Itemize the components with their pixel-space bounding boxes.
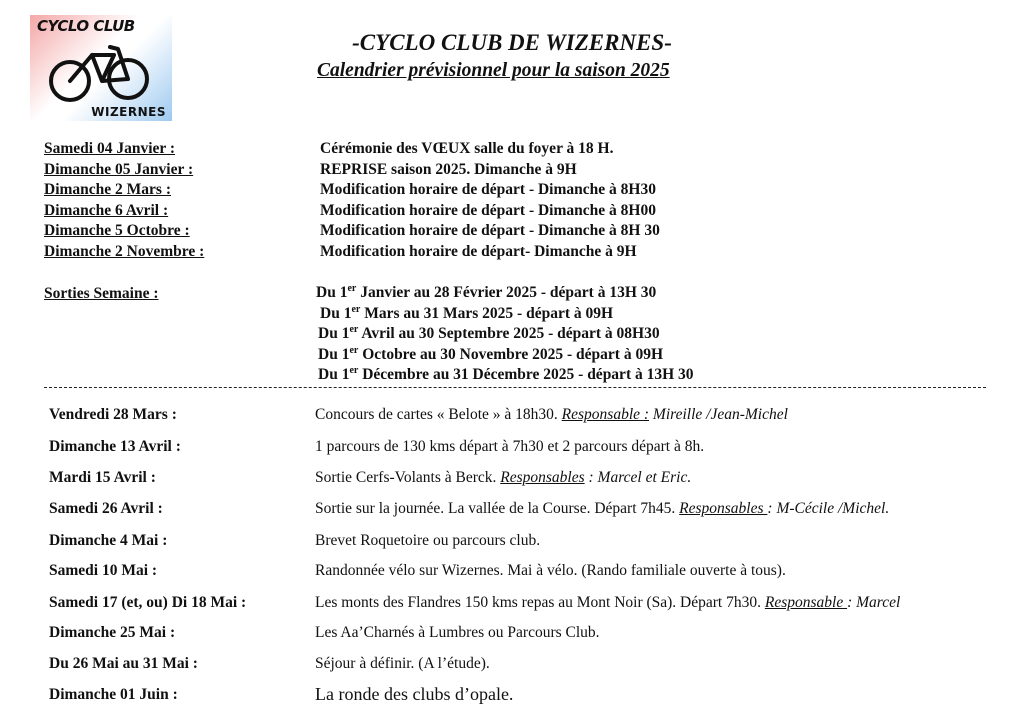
logo-top-text: CYCLO CLUB [37,17,135,35]
weekly-line-start: Du 1 [320,304,352,322]
weekly-line-sup: er [351,303,361,315]
event-responsible-label: Responsable : [561,406,650,423]
event-responsible: Mireille /Jean-Michel [649,406,788,423]
event-text [315,438,704,456]
schedule-text: Modification horaire de départ- Dimanche à 9H [320,242,637,260]
event-date: Samedi 10 Mai : [49,562,158,579]
weekly-line-start: Du 1 [318,325,350,342]
event-date: Vendredi 28 Mars : [49,406,177,423]
weekly-line-start: Du 1 [316,284,348,301]
schedule-date: Dimanche 2 Mars : [44,181,171,198]
event-description: Brevet Roquetoire ou parcours club. [315,532,541,549]
event-description: Séjour à définir. (A l’étude). [315,655,490,672]
schedule-text: Modification horaire de départ - Dimanche à 8H30 [320,181,656,198]
schedule-date: Dimanche 05 Janvier : [44,160,194,178]
weekly-line [318,366,694,384]
schedule-date: Dimanche 6 Avril : [44,201,169,219]
event-text [315,655,490,673]
weekly-line [318,325,660,343]
event-text [315,684,513,705]
weekly-label: Sorties Semaine : [44,285,159,302]
schedule-text: Modification horaire de départ - Dimanche à 8H00 [320,201,656,219]
page-title: -CYCLO CLUB DE WIZERNES- [352,30,672,55]
event-text [315,469,691,487]
weekly-line [320,305,613,323]
dashed-separator [44,387,986,388]
event-description: Sortie sur la journée. La vallée de la Course. Départ 7h45. [315,500,680,517]
event-text [315,562,786,580]
page-subtitle: Calendrier prévisionnel pour la saison 2025 [317,60,670,81]
weekly-line-sup: er [347,282,357,294]
event-date: Mardi 15 Avril : [49,469,156,486]
weekly-line-sup: er [349,344,359,356]
event-date: Samedi 26 Avril : [49,500,163,517]
schedule-date: Samedi 04 Janvier : [44,140,176,157]
schedule-text: Cérémonie des VŒUX salle du foyer à 18 H. [320,140,614,157]
event-description: 1 parcours de 130 kms départ à 7h30 et 2 parcours départ à 8h. [315,438,705,455]
event-date: Dimanche 25 Mai : [49,624,176,641]
event-description: Sortie Cerfs-Volants à Berck. [315,469,501,486]
event-text [315,532,540,550]
event-description: La ronde des clubs d’opale. [315,684,514,704]
event-description: Randonnée vélo sur Wizernes. Mai à vélo. (Rando familiale ouverte à tous). [315,562,786,579]
weekly-line-sup: er [349,364,359,376]
schedule-date: Dimanche 5 Octobre : [44,222,190,239]
event-text [315,624,600,642]
schedule-text: REPRISE saison 2025. Dimanche à 9H [320,160,577,178]
event-description: Les Aa’Charnés à Lumbres ou Parcours Club. [315,624,600,641]
event-description: Concours de cartes « Belote » à 18h30. [315,406,562,423]
event-date: Dimanche 4 Mai : [49,532,168,549]
event-description: Les monts des Flandres 150 kms repas au Mont Noir (Sa). Départ 7h30. [315,594,765,611]
event-text [315,500,889,518]
weekly-line-end: Avril au 30 Septembre 2025 - départ à 08H30 [358,325,660,342]
event-responsible: : Marcel et Eric. [584,469,692,486]
event-responsible-label: Responsable [764,594,848,611]
event-date: Du 26 Mai au 31 Mai : [49,655,198,672]
event-date: Samedi 17 (et, ou) Di 18 Mai : [49,594,247,611]
event-text [315,594,900,612]
weekly-line [318,346,663,364]
event-responsible: : Marcel [847,594,901,611]
event-text [315,406,788,424]
weekly-line-start: Du 1 [318,366,350,383]
weekly-line-sup: er [349,323,359,335]
logo-bottom-text: WIZERNES [91,105,166,119]
schedule-text: Modification horaire de départ - Dimanche à 8H 30 [320,222,660,239]
weekly-line-end: Janvier au 28 Février 2025 - départ à 13H 30 [356,284,657,301]
schedule-date: Dimanche 2 Novembre : [44,242,205,260]
event-responsible-label: Responsables [500,469,585,486]
weekly-line-end: Décembre au 31 Décembre 2025 - départ à 13H 30 [358,366,694,383]
weekly-line [316,284,656,302]
event-date: Dimanche 01 Juin : [49,686,178,703]
weekly-line-end: Mars au 31 Mars 2025 - départ à 09H [360,304,614,322]
weekly-line-end: Octobre au 30 Novembre 2025 - départ à 09H [358,345,664,363]
event-responsible-label: Responsables [679,500,768,517]
event-responsible: : M-Cécile /Michel. [767,500,890,517]
event-date: Dimanche 13 Avril : [49,438,181,455]
weekly-line-start: Du 1 [318,345,350,363]
